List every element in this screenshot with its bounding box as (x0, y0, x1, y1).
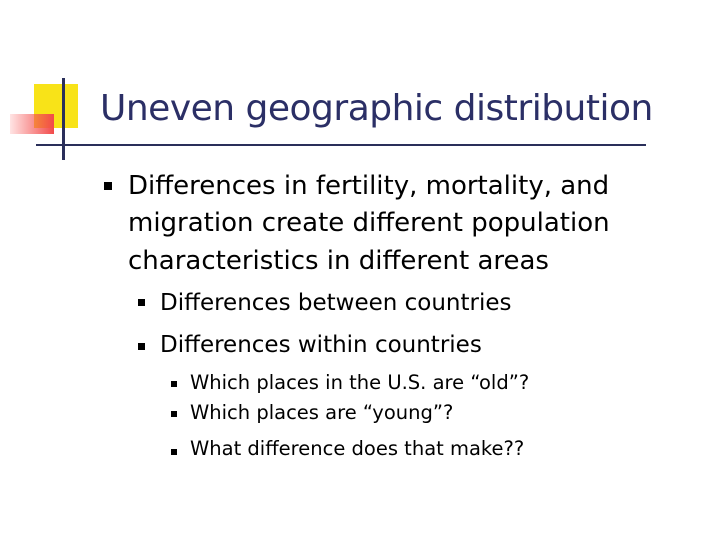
slide-title: Uneven geographic distribution (100, 88, 653, 129)
square-bullet-icon (171, 381, 177, 387)
bullet-level2-item2: Differences within countries (160, 332, 482, 358)
square-bullet-icon (138, 299, 145, 306)
square-bullet-icon (171, 449, 177, 455)
bullet-level1-line3: characteristics in different areas (128, 246, 549, 276)
bullet-level2-item1: Differences between countries (160, 290, 512, 316)
title-underline-rule (36, 144, 646, 146)
square-bullet-icon (171, 411, 177, 417)
red-bar-ornament (10, 114, 54, 134)
bullet-level3-item1: Which places in the U.S. are “old”? (190, 371, 530, 394)
square-bullet-icon (138, 343, 145, 350)
bullet-level3-item3: What difference does that make?? (190, 437, 525, 460)
bullet-level1-line1: Differences in fertility, mortality, and (128, 171, 610, 201)
bullet-level3-item2: Which places are “young”? (190, 401, 454, 424)
square-bullet-icon (104, 182, 112, 190)
vertical-rule (62, 78, 65, 160)
bullet-level1-line2: migration create different population (128, 208, 610, 238)
